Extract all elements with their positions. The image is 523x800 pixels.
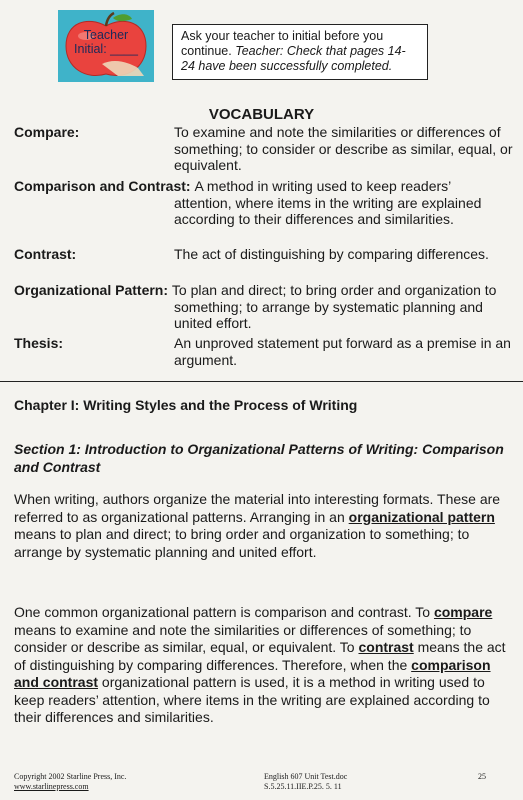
footer-publisher — [14, 772, 126, 792]
footer-website-link[interactable]: www.starlinepress.com — [14, 782, 89, 791]
paragraph-text: When writing, authors organize the material into interesting formats. These are referred to as organizational patterns. Arranging in an — [14, 491, 501, 525]
section-divider — [0, 381, 523, 382]
vocab-term: Thesis: — [14, 335, 64, 351]
vocab-definition: The act of distinguishing by comparing differences. — [174, 246, 489, 262]
vocabulary-heading: VOCABULARY — [208, 106, 315, 123]
teacher-initial-label: Teacher Initial: ____ — [74, 28, 138, 56]
vocab-entry-organizational-pattern — [14, 282, 504, 332]
intro-paragraph — [14, 491, 509, 561]
vocab-term: Compare: — [14, 124, 80, 140]
section-title: Section 1: Introduction to Organizational Patterns of Writing: Comparison and Contrast — [14, 441, 504, 475]
notice-text: Ask your teacher to initial before you continue. — [181, 29, 384, 58]
term-organizational-pattern: organizational pattern — [348, 508, 495, 525]
term-compare: compare — [433, 604, 493, 620]
vocab-term: Contrast: — [14, 246, 77, 262]
teacher-check-notice — [172, 24, 428, 80]
page-number: 25 — [478, 772, 486, 781]
footer-copyright: Copyright 2002 Starline Press, Inc. — [14, 772, 127, 781]
footer-document-name: English 607 Unit Test.doc — [264, 772, 348, 781]
vocab-entry-comparison-definition-block — [14, 178, 504, 228]
vocab-definition: A method in writing used to keep readers’ attention, where items in the writing are explained according to their differences and similarities. — [174, 178, 482, 227]
vocab-definition: To examine and note the similarities or differences of something; to consider or describe as similar, equal, or equivalent. — [174, 124, 513, 173]
chapter-title: Chapter I: Writing Styles and the Process of Writing — [14, 397, 358, 413]
vocab-term: Organizational Pattern: — [14, 282, 172, 298]
term-contrast: contrast — [358, 639, 414, 655]
footer-document-info — [264, 772, 347, 792]
vocab-term: Comparison and Contrast: — [14, 178, 195, 194]
notice-teacher-instruction: Teacher: Check that pages 14-24 have been successfully completed. — [181, 44, 406, 73]
teacher-initial-apple-badge — [58, 10, 154, 82]
paragraph-text: means the act of distinguishing by comparing differences. Therefore, when the — [14, 639, 506, 673]
term-comparison-and-contrast: comparison and contrast — [14, 656, 491, 690]
vocab-definition: To plan and direct; to bring order and organization to something; to arrange by systematic planning and united effort. — [171, 282, 497, 331]
paragraph-text: One common organizational pattern is comparison and contrast. To — [14, 604, 434, 620]
paragraph-text: means to examine and note the similarities or differences of something; to consider or describe as similar, equal, or equivalent. To — [14, 621, 472, 655]
vocab-definition: An unproved statement put forward as a premise in an argument. — [174, 335, 511, 368]
paragraph-text: means to plan and direct; to bring order and organization to something; to arrange by systematic planning and united effort. — [14, 526, 470, 560]
paragraph-text: organizational pattern is used, it is a method in writing used to keep readers’ attention, where items in the writing are explained according to their differences and similarities. — [14, 674, 490, 725]
compare-contrast-paragraph — [14, 604, 509, 727]
footer-standards-code: S.5.25.11.IIE.P.25. 5. 11 — [264, 782, 342, 791]
